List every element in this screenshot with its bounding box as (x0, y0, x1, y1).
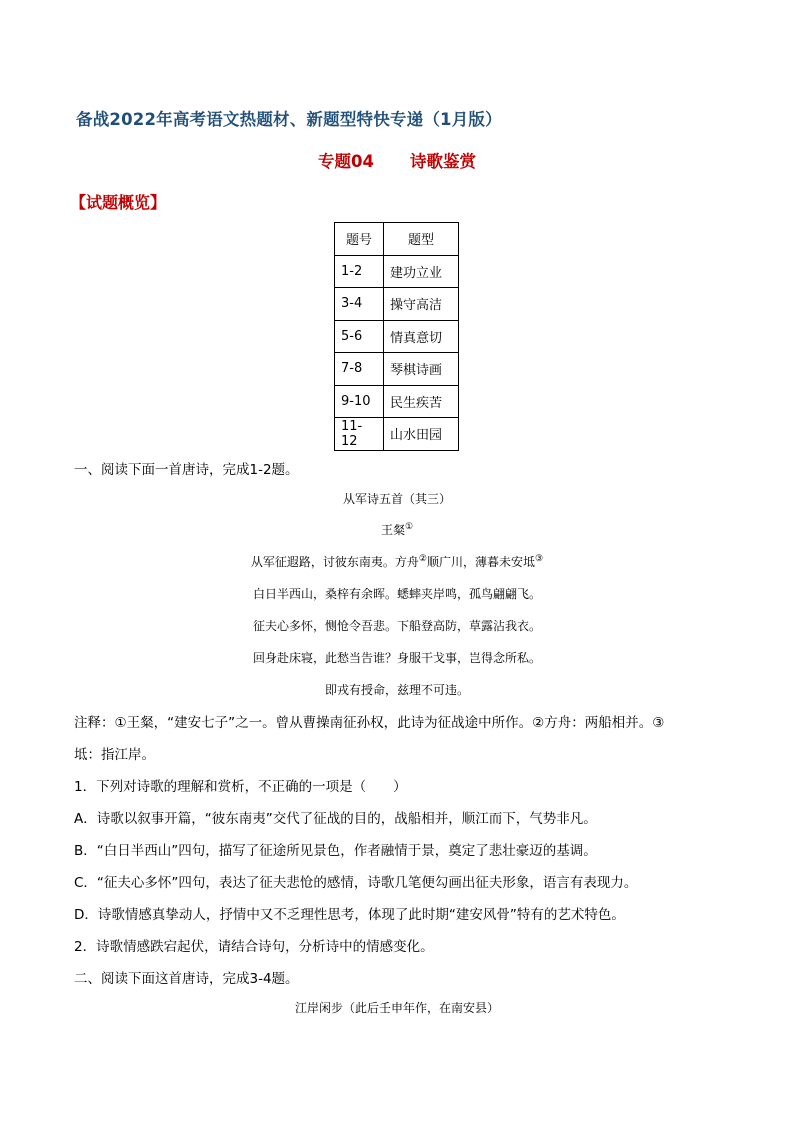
poem-line (0, 585, 794, 602)
column-header-number: 题号 (335, 223, 384, 256)
section1-instruction: 一、阅读下面一首唐诗，完成1-2题。 (74, 462, 299, 478)
poem-line-text: 顺广川，薄暮未安坻 (427, 555, 536, 569)
poem-author (0, 521, 794, 538)
cell-type: 民生疾苦 (384, 385, 459, 418)
cell-number: 7-8 (335, 353, 384, 386)
topic-name: 诗歌鉴赏 (409, 152, 476, 171)
footnote-marker: ② (418, 554, 427, 564)
option-a: A．诗歌以叙事开篇，“彼东南夷”交代了征战的目的，战船相并，顺江而下，气势非凡。 (74, 811, 597, 827)
poem-line (0, 617, 794, 634)
option-b: B．“白日半西山”四句，描写了征途所见景色，作者融情于景，奠定了悲壮豪迈的基调。 (74, 843, 597, 859)
poem-line-text: 即戎有授命，兹理不可违。 (324, 683, 469, 697)
cell-number: 9-10 (335, 385, 384, 418)
question-1: 1．下列对诗歌的理解和赏析，不正确的一项是（ ） (74, 779, 407, 795)
table-header-row (335, 223, 459, 256)
table-row (335, 418, 459, 451)
table-row (335, 255, 459, 288)
column-header-type: 题型 (384, 223, 459, 256)
poem-line-text: 白日半西山，桑梓有余晖。蟋蟀夹岸鸣，孤鸟翩翩飞。 (252, 587, 541, 601)
cell-type: 山水田园 (384, 418, 459, 451)
table-row (335, 320, 459, 353)
poem-line-text: 回身赴床寝，此愁当告谁？身服干戈事，岂得念所私。 (252, 651, 541, 665)
poem-line (0, 553, 794, 570)
cell-type: 建功立业 (384, 255, 459, 288)
cell-number: 3-4 (335, 288, 384, 321)
annotation-line: 注释：①王粲，“建安七子”之一。曾从曹操南征孙权，此诗为征战途中所作。②方舟：两船相并。③ (74, 715, 665, 731)
cell-type: 操守高洁 (384, 288, 459, 321)
option-c: C．“征夫心多怀”四句，表达了征夫悲怆的感情，诗歌几笔便勾画出征夫形象，语言有表现力。 (74, 875, 638, 891)
section2-instruction: 二、阅读下面这首唐诗，完成3-4题。 (74, 971, 299, 987)
poem-line (0, 649, 794, 666)
cell-number: 1-2 (335, 255, 384, 288)
author-name: 王粲 (380, 523, 405, 537)
topic-heading (0, 148, 794, 172)
poem-line (0, 681, 794, 698)
cell-number: 5-6 (335, 320, 384, 353)
option-d: D．诗歌情感真挚动人，抒情中又不乏理性思考，体现了此时期“建安风骨”特有的艺术特色。 (74, 907, 625, 923)
cell-type: 情真意切 (384, 320, 459, 353)
poem-title: 江岸闲步（此后壬申年作，在南安县） (294, 1001, 499, 1015)
question-2: 2．诗歌情感跌宕起伏，请结合诗句，分析诗中的情感变化。 (74, 939, 434, 955)
cell-type: 琴棋诗画 (384, 353, 459, 386)
poem-title: 从军诗五首（其三） (342, 492, 451, 506)
poem-line-text: 征夫心多怀，恻怆令吾悲。下船登高防，草露沾我衣。 (252, 619, 541, 633)
table-row (335, 288, 459, 321)
overview-table (334, 222, 459, 451)
annotation-line: 坻：指江岸。 (74, 747, 155, 763)
poem-line-text: 从军征遐路，讨彼东南夷。方舟 (250, 555, 419, 569)
overview-label: 【试题概览】 (70, 193, 167, 212)
footnote-marker: ① (404, 522, 414, 532)
footnote-marker: ③ (535, 554, 544, 564)
document-title: 备战2022年高考语文热题材、新题型特快专递（1月版） (76, 110, 502, 129)
cell-number: 11-12 (335, 418, 384, 451)
table-row (335, 353, 459, 386)
table-row (335, 385, 459, 418)
topic-number: 专题04 (318, 152, 374, 171)
